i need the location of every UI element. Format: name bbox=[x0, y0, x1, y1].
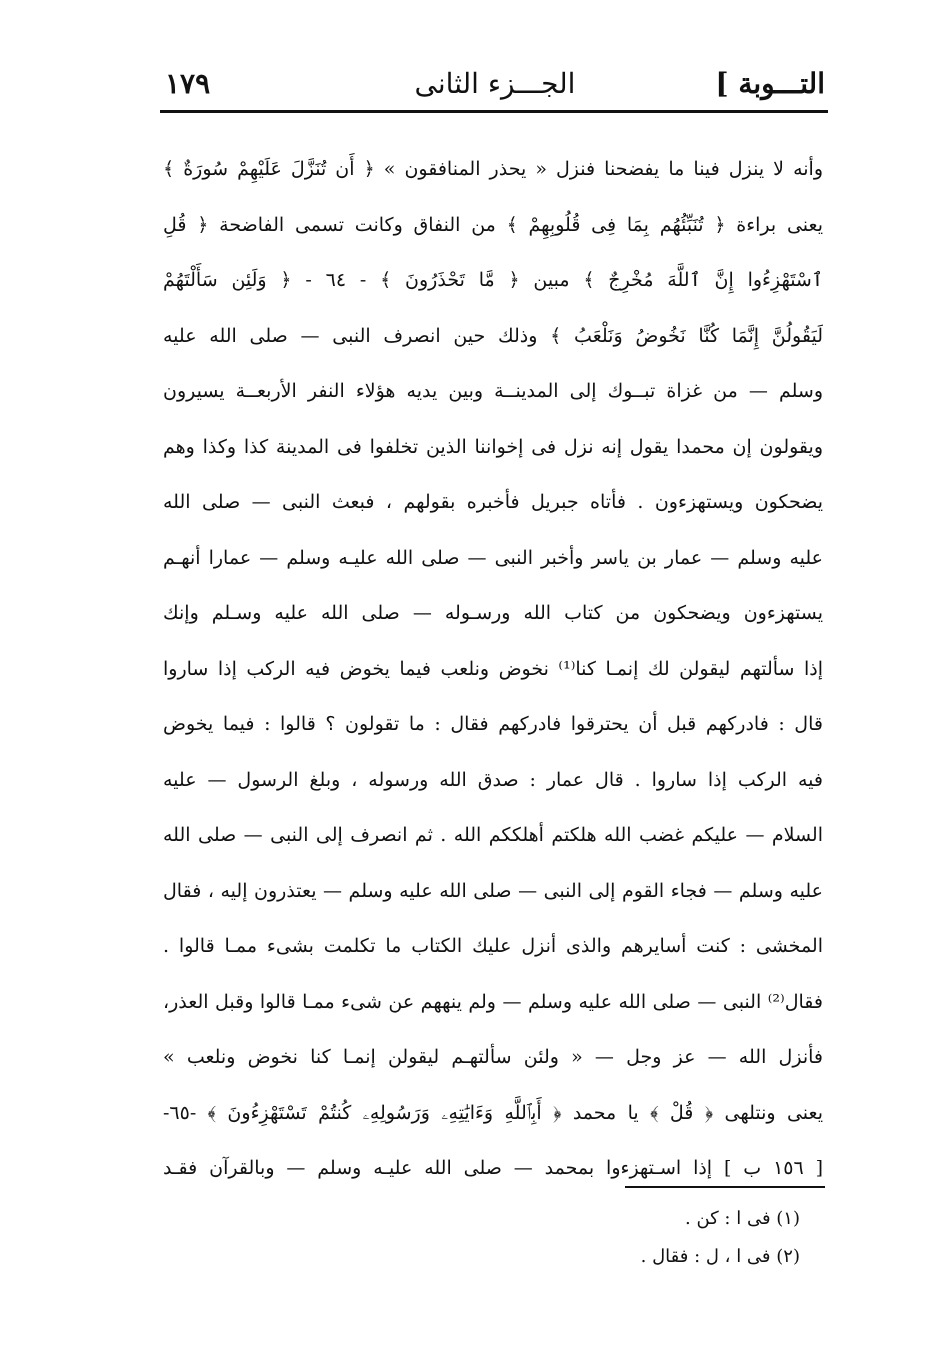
text-line: ٱسْتَهْزِءُوا إِنَّ ٱللَّهَ مُخْرِجٌ ﴾ مبين ﴿ مَّا تَحْذَرُونَ ﴾ - ٦٤ - ﴿ وَلَئِن سَأَلْتَهُمْ bbox=[163, 269, 823, 291]
text-line: ويقولون إن محمدا يقول إنه نزل فى إخواننا الذين تخلفوا فى المدينة كذا وكذا وهم bbox=[163, 435, 823, 458]
page-number: ١٧٩ bbox=[165, 67, 211, 100]
text-line: وأنه لا ينزل فينا ما يفضحنا فنزل « يحذر المنافقون » ﴿ أَن تُنَزَّلَ عَلَيْهِمْ سُورَةٌ ﴾ bbox=[163, 158, 823, 180]
text-line: [ ١٥٦ ب ] إذا اسـتهزءوا بمحمد — صلى الله عليـه وسلم — وبالقرآن فقـد bbox=[163, 1157, 823, 1179]
text-line: فأنزل الله — عز وجل — « ولئن سألتهـم ليقولن إنمـا كنا نخوض ونلعب » bbox=[163, 1046, 823, 1068]
body-text bbox=[163, 142, 823, 1197]
running-header bbox=[165, 64, 825, 110]
volume-title: الجـــزء الثانى bbox=[414, 67, 576, 100]
text-line: فقال⁽²⁾ النبى — صلى الله عليه وسلم — ولم ينههم عن شىء ممـا قالوا وقبل العذر، bbox=[163, 990, 823, 1013]
text-line: وسلم — من غزاة تبــوك إلى المدينــة وبين يديه هؤلاء النفر الأربعــة يسيرون bbox=[163, 380, 823, 402]
text-line: عليه وسلم — فجاء القوم إلى النبى — صلى الله عليه وسلم — يعتذرون إليه ، فقال bbox=[163, 879, 823, 902]
text-line: لَيَقُولُنَّ إِنَّمَا كُنَّا نَخُوضُ وَنَلْعَبُ ﴾ وذلك حين انصرف النبى — صلى الله عليه bbox=[163, 324, 823, 347]
footnotes bbox=[500, 1200, 800, 1276]
text-line: يضحكون ويستهزءون . فأتاه جبريل فأخبره بقولهم ، فبعث النبى — صلى الله bbox=[163, 491, 823, 513]
text-line: السلام — عليكم غضب الله هلكتم أهلككم الله . ثم انصرف إلى النبى — صلى الله bbox=[163, 824, 823, 846]
footnote: (٢) فى ا ، ل : فقال . bbox=[640, 1246, 800, 1267]
header-rule bbox=[160, 110, 828, 113]
footnote: (١) فى ا : كن . bbox=[685, 1208, 800, 1229]
footnote-rule bbox=[625, 1186, 825, 1188]
text-line: يعنى ونتلهى ﴿ قُلْ ﴾ يا محمد ﴿ أَبِٱللَّهِ وَءَايَٰتِهِۦ وَرَسُولِهِۦ كُنتُمْ تَسْتَهْزِءُونَ ﴾ -٦٥- bbox=[163, 1101, 823, 1124]
text-line: عليه وسلم — عمار بن ياسر وأخبر النبى — صلى الله عليـه وسلم — عمارا أنهـم bbox=[163, 546, 823, 569]
chapter-title: التـــوبة ] bbox=[715, 67, 825, 100]
text-line: فيه الركب إذا ساروا . قال عمار : صدق الله ورسوله ، وبلغ الرسول — عليه bbox=[163, 768, 823, 791]
text-line: يستهزءون ويضحكون من كتاب الله ورسـوله — صلى الله عليه وسـلم وإنك bbox=[163, 602, 823, 624]
text-line: يعنى براءة ﴿ تُنَبِّئُهُم بِمَا فِى قُلُوبِهِمْ ﴾ من النفاق وكانت تسمى الفاضحة ﴿ قُلِ bbox=[163, 213, 823, 236]
text-line: المخشى : كنت أسايرهم والذى أنزل عليك الكتاب ما تكلمت بشىء ممـا قالوا . bbox=[163, 935, 823, 957]
text-line: قال : فادركهم قبل أن يحترقوا فادركهم فقال : ما تقولون ؟ قالوا : فيما يخوض bbox=[163, 713, 823, 735]
text-line: إذا سألتهم ليقولن لك إنمـا كنا⁽¹⁾ نخوض ونلعب فيما يخوض فيه الركب إذا ساروا bbox=[163, 657, 823, 680]
